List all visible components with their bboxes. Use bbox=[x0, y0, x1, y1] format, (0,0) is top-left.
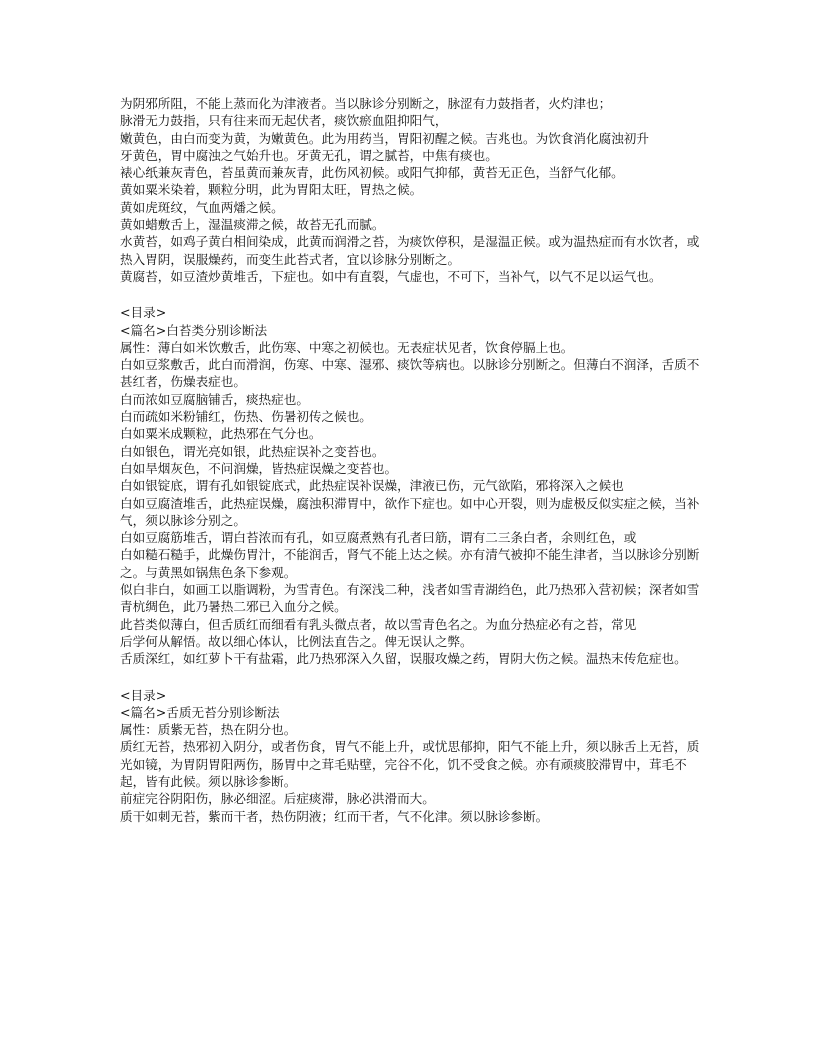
text-line: 后学何从解悟。故以细心体认，比例法直告之。俾无误认之弊。 bbox=[120, 633, 473, 649]
text-line: 裱心纸兼灰青色，苔虽黄而兼灰青，此伤风初候。或阳气抑郁，黄苔无正色，当舒气化郁。 bbox=[120, 165, 624, 181]
text-line: 牙黄色，胃中腐浊之气始升也。牙黄无孔，谓之腻苔，中焦有痰也。 bbox=[120, 147, 498, 163]
text-line: 黄如虎斑纹，气血两燔之候。 bbox=[120, 199, 284, 215]
text-line: 为阴邪所阻，不能上蒸而化为津液者。当以脉诊分别断之，脉涩有力鼓指者，火灼津也； bbox=[120, 96, 612, 111]
text-line: 白如糙石糙手，此燥伤胃汁，不能润舌，肾气不能上达之候。亦有清气被抑不能生津者，当以脉诊分别断之。与黄黑如锅焦色条下参观。 bbox=[120, 547, 700, 580]
section-white-coating bbox=[120, 304, 700, 667]
section-no-coating bbox=[120, 687, 700, 825]
text-line: 似白非白，如画工以脂调粉，为雪青色。有深浅二种，浅者如雪青湖绉色，此乃热邪入营初候；深者如雪青杭绸色，此乃暑热二邪已入血分之候。 bbox=[120, 582, 700, 615]
text-line: 黄如蜡敷舌上，湿温痰滞之候，故苔无孔而腻。 bbox=[120, 217, 385, 233]
text-line: 属性：质紫无苔，热在阴分也。 bbox=[120, 722, 297, 738]
text-line: 前症完谷阴阳伤，脉必细涩。后症痰滞，脉必洪滑而大。 bbox=[120, 791, 435, 807]
text-line: 质红无苔，热邪初入阴分，或者伤食，胃气不能上升，或忧思郁抑，阳气不能上升，须以脉舌上无苔，质光如镜，为胃阴胃阳两伤，肠胃中之茸毛贴壁，完谷不化，饥不受食之候。亦有顽痰胶滞胃中，茸毛不起，皆有此候。须以脉诊参断。 bbox=[120, 739, 700, 789]
text-block-yellow-coating bbox=[120, 95, 700, 285]
text-line: 白如豆腐筋堆舌，谓白苔浓而有孔，如豆腐煮熟有孔者曰筋，谓有二三条白者，余则红色，或 bbox=[120, 530, 637, 546]
text-line: 白而浓如豆腐脑铺舌，痰热症也。 bbox=[120, 391, 309, 407]
document-page bbox=[120, 95, 700, 825]
text-line: 属性：薄白如米饮敷舌，此伤寒、中寒之初候也。无表症状见者，饮食停膈上也。 bbox=[120, 339, 574, 355]
chapter-title: <篇名>舌质无苔分别诊断法 bbox=[120, 704, 280, 720]
text-line: 白如旱烟灰色，不问润燥，皆热症误燥之变苔也。 bbox=[120, 460, 398, 476]
text-line: 白如豆浆敷舌，此白而滑润，伤寒、中寒、湿邪、痰饮等病也。以脉诊分别断之。但薄白不润泽，舌质不甚红者，伤燥表症也。 bbox=[120, 357, 700, 390]
text-line: 脉滑无力鼓指，只有往来而无起伏者，痰饮瘀血阻抑阳气， bbox=[120, 113, 448, 129]
text-line: 白如粟米成颗粒，此热邪在气分也。 bbox=[120, 426, 322, 442]
text-line: 质干如刺无苔，紫而干者，热伤阴液；红而干者，气不化津。须以脉诊参断。 bbox=[120, 808, 549, 824]
text-line: 白如银锭底，谓有孔如银锭底式，此热症误补误燥，津液已伤，元气欲陷，邪将深入之候也 bbox=[120, 478, 624, 494]
text-line: 白而疏如米粉铺红，伤热、伤暑初传之候也。 bbox=[120, 409, 372, 425]
text-line: 舌质深红，如红萝卜干有盐霜，此乃热邪深入久留，误服攻燥之药，胃阴大伤之候。温热末传危症也。 bbox=[120, 651, 687, 667]
text-line: 黄如粟米染着，颗粒分明，此为胃阳太旺，胃热之候。 bbox=[120, 182, 423, 198]
text-line: 水黄苔，如鸡子黄白相间染成，此黄而润滑之苔，为痰饮停积，是湿温正候。或为温热症而有水饮者，或热入胃阴，误服燥药，而变生此苔式者，宜以诊脉分别断之。 bbox=[120, 234, 700, 267]
toc-link[interactable]: <目录> bbox=[120, 305, 167, 321]
text-line: 黄腐苔，如豆渣炒黄堆舌，下症也。如中有直裂，气虚也，不可下，当补气，以气不足以运气也。 bbox=[120, 268, 662, 284]
text-line: 白如银色，谓光亮如银，此热症误补之变苔也。 bbox=[120, 443, 385, 459]
text-line: 此苔类似薄白，但舌质红而细看有乳头微点者，故以雪青色名之。为血分热症必有之苔，常见 bbox=[120, 616, 637, 632]
text-line: 嫩黄色，由白而变为黄，为嫩黄色。此为用药当，胃阳初醒之候。吉兆也。为饮食消化腐浊初升 bbox=[120, 130, 649, 146]
toc-link[interactable]: <目录> bbox=[120, 687, 167, 703]
chapter-title: <篇名>白苔类分别诊断法 bbox=[120, 322, 268, 338]
text-line: 白如豆腐渣堆舌，此热症误燥，腐浊积滞胃中，欲作下症也。如中心开裂，则为虚极反似实症之候，当补气，须以脉诊分别之。 bbox=[120, 495, 700, 528]
